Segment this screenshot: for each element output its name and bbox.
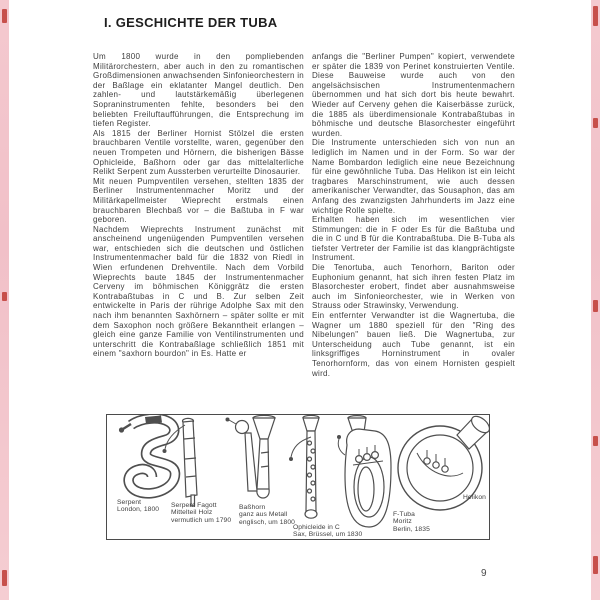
basshorn-illustration: [226, 415, 276, 498]
edge-mark: [2, 292, 7, 301]
edge-mark: [593, 300, 598, 312]
serpent-illustration: [119, 416, 175, 494]
edge-mark: [593, 6, 598, 26]
ophicleide-caption: [293, 524, 362, 539]
edge-mark: [593, 436, 598, 446]
paragraph: Nachdem Wieprechts Instrument zunächst mit anscheinend ungenügenden Pumpventilen versehen war, entschieden sich die deutschen und östlichen Instrumentenmacher bald für die 1832 von Riedl in Wien erfundenen Drehventile. Nach dem Vorbild Wieprechts baute 1845 der Instrumentenmacher Cerveny im böhmischen Königgrätz die ersten Kontrabaßtubas in C und B. Zur selben Zeit entwickelte in Paris der rührige Adolphe Sax mit den nach ihm benannten Saxhörnern – später sollte er mit dem Saxophon noch größere Bekanntheit erlangen – gleich eine ganze Familie von Ventilinstrumenten und unterschritt die Kontrabaßlage schließlich 1851 mit einem "saxhorn bourdon" in Es. Hatte er: [93, 224, 304, 359]
caption-line: Serpent: [117, 499, 142, 506]
page-number: 9: [481, 568, 487, 579]
instrument-figure-box: [106, 414, 490, 540]
caption-line: Ophicleide in C: [293, 524, 340, 531]
caption-line: F-Tuba: [393, 511, 415, 518]
helikon-caption: [463, 494, 486, 501]
edge-mark: [593, 118, 598, 128]
caption-line: London, 1800: [117, 506, 160, 514]
caption-line: Helikon: [463, 494, 487, 501]
edge-mark: [2, 9, 7, 23]
paragraph: Mit neuen Pumpventilen versehen, stellten 1835 der Berliner Instrumentenmacher Moritz und der Militärkapellmeister Wieprecht erstmals einen brauchbaren Blechbaß vor – die Baßtuba in F war geboren.: [93, 176, 304, 225]
paragraph: Als 1815 der Berliner Hornist Stölzel die ersten brauchbaren Ventile vorstellte, waren, gegenüber den neuen Trompeten und Hörnern, die bisherigen Bässe Ophicleide, Baßhorn oder gar das mittelalterliche Relikt Serpent zum Aussterben verurteilte Dinosaurier.: [93, 128, 304, 177]
caption-line: Berlin, 1835: [393, 525, 430, 533]
paragraph: Die Tenortuba, auch Tenorhorn, Bariton oder Euphonium genannt, hat sich ihren festen Platz im Blasorchester erobert, findet aber ausnahmsweise auch im Sinfonieorchester, wie in Werken von Strauss oder Strawinsky, Verwendung.: [312, 263, 515, 311]
caption-line: Serpent Fagott: [171, 502, 217, 509]
serpent-fagott-caption: [171, 502, 231, 524]
caption-line: Baßhorn: [239, 504, 266, 511]
paragraph: Ein entfernter Verwandter ist die Wagnertuba, die Wagner um 1880 speziell für den "Ring des Nibelungen" bauen ließ. Die Wagnertuba, zur Unterscheidung auch Tube genannt, ist ein linksgriffiges Horninstrument in ovaler Tenorhornform, das von einem Hornisten gespielt wird.: [312, 311, 515, 378]
caption-line: vermutlich um 1790: [171, 516, 232, 524]
basshorn-caption: [239, 504, 295, 526]
book-edge-right: [591, 0, 600, 600]
page-title: I. GESCHICHTE DER TUBA: [104, 15, 278, 30]
instrument-illustrations: [107, 415, 489, 539]
paragraph: anfangs die "Berliner Pumpen" kopiert, verwendete er später die 1839 von Perinet konstruierten Ventile. Diese Bauweise wurde auch von den angelsächsischen Instrumentenmachern übernommen und hat sich dort bis heute bewahrt. Wieder auf Cerveny gehen die Kaiserbässe zurück, die 1885 als überdimensionale Kontrabaßtubas in böhmische und deutsche Blasorchester eingeführt wurden.: [312, 52, 515, 138]
edge-mark: [593, 556, 598, 574]
f-tuba-caption: [393, 511, 430, 533]
caption-line: Mittelteil Holz: [171, 509, 213, 517]
serpent-caption: [117, 499, 159, 514]
article-left-column: [93, 52, 304, 359]
caption-line: ganz aus Metall: [239, 511, 288, 519]
f-tuba-illustration: [337, 416, 391, 527]
edge-mark: [2, 570, 7, 586]
caption-line: Sax, Brüssel, um 1830: [293, 531, 363, 539]
paragraph: Die Instrumente unterschieden sich von nun an lediglich im Namen und in der Form. So war der Name Bombardon lediglich eine neue Bezeichnung für eine gewöhnliche Tuba. Das Helikon ist ein leicht tragbares Marschinstrument, wie auch dessen amerikanischer Verwandter, das Sousaphon, das am Anfang des zwanzigsten Jahrhunderts im Jazz eine wichtige Rolle spielte.: [312, 138, 515, 215]
caption-line: englisch, um 1800: [239, 518, 295, 526]
article-right-column: [312, 52, 515, 378]
paragraph: Erhalten haben sich im wesentlichen vier Stimmungen: die in F oder Es für die Baßtuba und die in C und B für die Kontrabaßtuba. Die B-Tuba als tiefster Vertreter der Familie ist das klangprächtigste Instrument.: [312, 215, 515, 263]
ophicleide-illustration: [289, 415, 319, 518]
book-edge-left: [0, 0, 9, 600]
caption-line: Moritz: [393, 518, 412, 526]
paragraph: Um 1800 wurde in den pompliebenden Militärorchestern, aber auch in den zu romantischen Großdimensionen anwachsenden Sinfonieorchestern in der Baßlage ein eklatanter Mangel deutlich. Den zahlen- und lautstärkemäßig überlegenen Sopraninstrumenten fehlte, besonders bei den beliebten Freiluftaufführungen, die Entsprechung im tiefen Register.: [93, 52, 305, 129]
